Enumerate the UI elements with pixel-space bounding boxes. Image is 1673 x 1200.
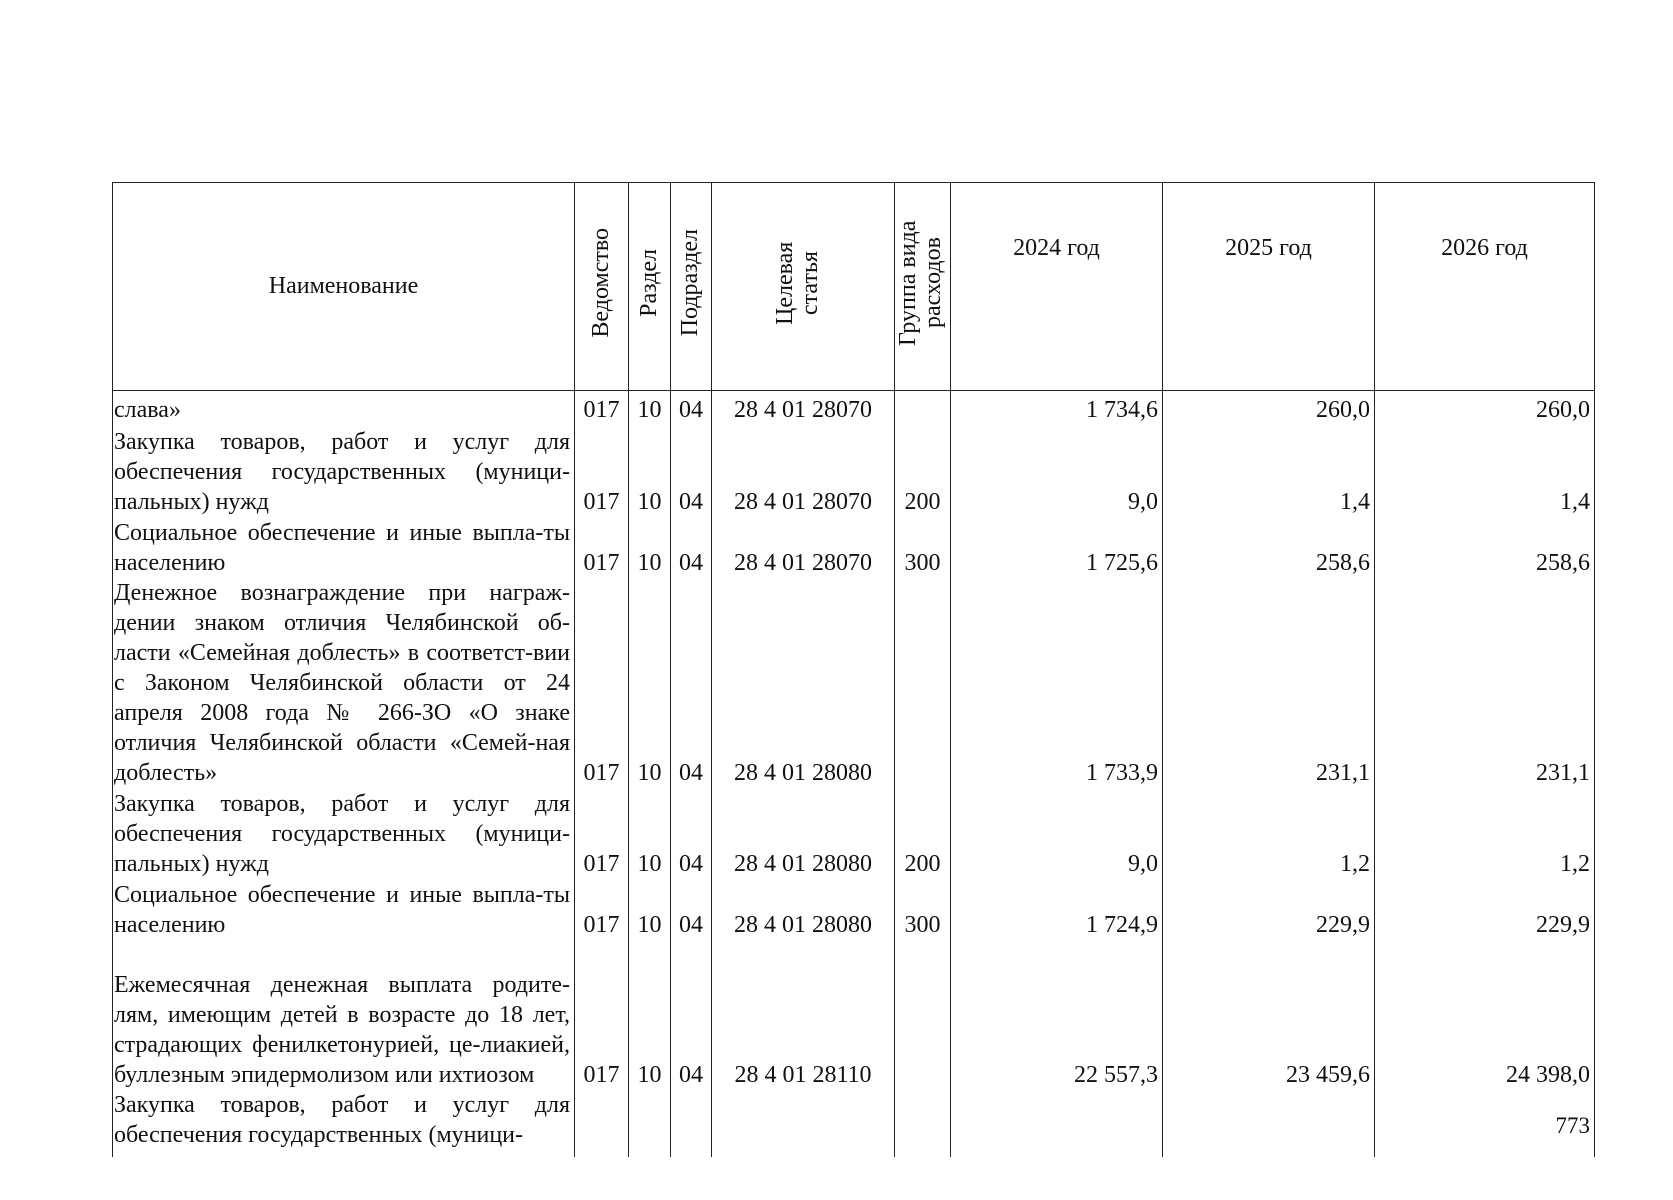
header-2024: 2024 год [951, 183, 1163, 391]
row-raz: 10 [629, 940, 671, 1090]
row-ved [575, 1090, 629, 1157]
row-grp [895, 940, 951, 1090]
header-celevaya: Целевая статья [712, 183, 895, 391]
row-name: Закупка товаров, работ и услуг для обеспечения государственных (муници-пальных) нужд [113, 425, 575, 517]
header-name: Наименование [113, 183, 575, 391]
header-vedomstvo: Ведомство [575, 183, 629, 391]
row-2024 [951, 1090, 1163, 1157]
header-2026: 2026 год [1375, 183, 1595, 391]
header-gruppa: Группа вида расходов [895, 183, 951, 391]
row-pod: 04 [671, 578, 712, 788]
row-2026: 1,4 [1375, 425, 1595, 517]
row-2024: 1 724,9 [951, 879, 1163, 940]
row-name: Закупка товаров, работ и услуг для обеспечения государственных (муници- [113, 1090, 575, 1157]
row-pod [671, 1090, 712, 1157]
row-cel: 28 4 01 28070 [712, 391, 895, 425]
row-pod: 04 [671, 391, 712, 425]
table-row [113, 879, 1595, 940]
row-2025: 258,6 [1163, 517, 1375, 578]
row-2026: 229,9 [1375, 879, 1595, 940]
row-pod: 04 [671, 788, 712, 879]
row-raz: 10 [629, 517, 671, 578]
row-grp [895, 578, 951, 788]
row-raz: 10 [629, 788, 671, 879]
row-cel: 28 4 01 28080 [712, 788, 895, 879]
row-cel: 28 4 01 28080 [712, 879, 895, 940]
row-2025: 260,0 [1163, 391, 1375, 425]
row-2026: 231,1 [1375, 578, 1595, 788]
table-row [113, 788, 1595, 879]
table-row [113, 425, 1595, 517]
table-row [113, 940, 1595, 1090]
row-2026: 24 398,0 [1375, 940, 1595, 1090]
row-cel: 28 4 01 28110 [712, 940, 895, 1090]
row-2025: 231,1 [1163, 578, 1375, 788]
row-name: Социальное обеспечение и иные выпла-ты населению [113, 879, 575, 940]
row-raz: 10 [629, 425, 671, 517]
row-name: Ежемесячная денежная выплата родите-лям, имеющим детей в возрасте до 18 лет, страдающих фенилкетонурией, це-лиакией, буллезным эпидермолизом или ихтиозом [113, 940, 575, 1090]
header-podrazdel: Подраздел [671, 183, 712, 391]
row-raz: 10 [629, 879, 671, 940]
budget-table [112, 182, 1595, 1157]
row-name: Закупка товаров, работ и услуг для обеспечения государственных (муници-пальных) нужд [113, 788, 575, 879]
row-2025: 229,9 [1163, 879, 1375, 940]
row-2025: 1,4 [1163, 425, 1375, 517]
row-pod: 04 [671, 425, 712, 517]
table-row [113, 391, 1595, 425]
row-grp [895, 1090, 951, 1157]
row-raz [629, 1090, 671, 1157]
header-razdel: Раздел [629, 183, 671, 391]
row-2024: 9,0 [951, 425, 1163, 517]
row-2024: 1 734,6 [951, 391, 1163, 425]
page-number: 773 [1555, 1113, 1590, 1138]
row-ved: 017 [575, 517, 629, 578]
row-cel: 28 4 01 28080 [712, 578, 895, 788]
row-pod: 04 [671, 940, 712, 1090]
row-cel [712, 1090, 895, 1157]
row-ved: 017 [575, 578, 629, 788]
row-2026: 260,0 [1375, 391, 1595, 425]
table-row [113, 517, 1595, 578]
row-2024: 9,0 [951, 788, 1163, 879]
row-2026: 1,2 [1375, 788, 1595, 879]
row-ved: 017 [575, 391, 629, 425]
row-cel: 28 4 01 28070 [712, 517, 895, 578]
row-2025: 1,2 [1163, 788, 1375, 879]
row-ved: 017 [575, 788, 629, 879]
row-pod: 04 [671, 879, 712, 940]
row-ved: 017 [575, 940, 629, 1090]
row-pod: 04 [671, 517, 712, 578]
table-row [113, 578, 1595, 788]
header-2025: 2025 год [1163, 183, 1375, 391]
row-cel: 28 4 01 28070 [712, 425, 895, 517]
row-raz: 10 [629, 391, 671, 425]
row-2025 [1163, 1090, 1375, 1157]
row-2024: 22 557,3 [951, 940, 1163, 1090]
row-grp [895, 391, 951, 425]
row-name: Социальное обеспечение и иные выпла-ты населению [113, 517, 575, 578]
row-2025: 23 459,6 [1163, 940, 1375, 1090]
row-raz: 10 [629, 578, 671, 788]
row-2024: 1 733,9 [951, 578, 1163, 788]
row-2026: 258,6 [1375, 517, 1595, 578]
row-2024: 1 725,6 [951, 517, 1163, 578]
table-row [113, 1090, 1595, 1157]
table-header-row [113, 183, 1595, 391]
row-grp: 200 [895, 788, 951, 879]
row-ved: 017 [575, 879, 629, 940]
row-grp: 300 [895, 517, 951, 578]
row-grp: 200 [895, 425, 951, 517]
row-ved: 017 [575, 425, 629, 517]
row-grp: 300 [895, 879, 951, 940]
row-name: слава» [113, 391, 575, 425]
row-name: Денежное вознаграждение при награж-дении знаком отличия Челябинской об-ласти «Семейная доблесть» в соответст-вии с Законом Челябинской области от 24 апреля 2008 года № 266-ЗО «О знаке отличия Челябинской области «Семей-ная доблесть» [113, 578, 575, 788]
